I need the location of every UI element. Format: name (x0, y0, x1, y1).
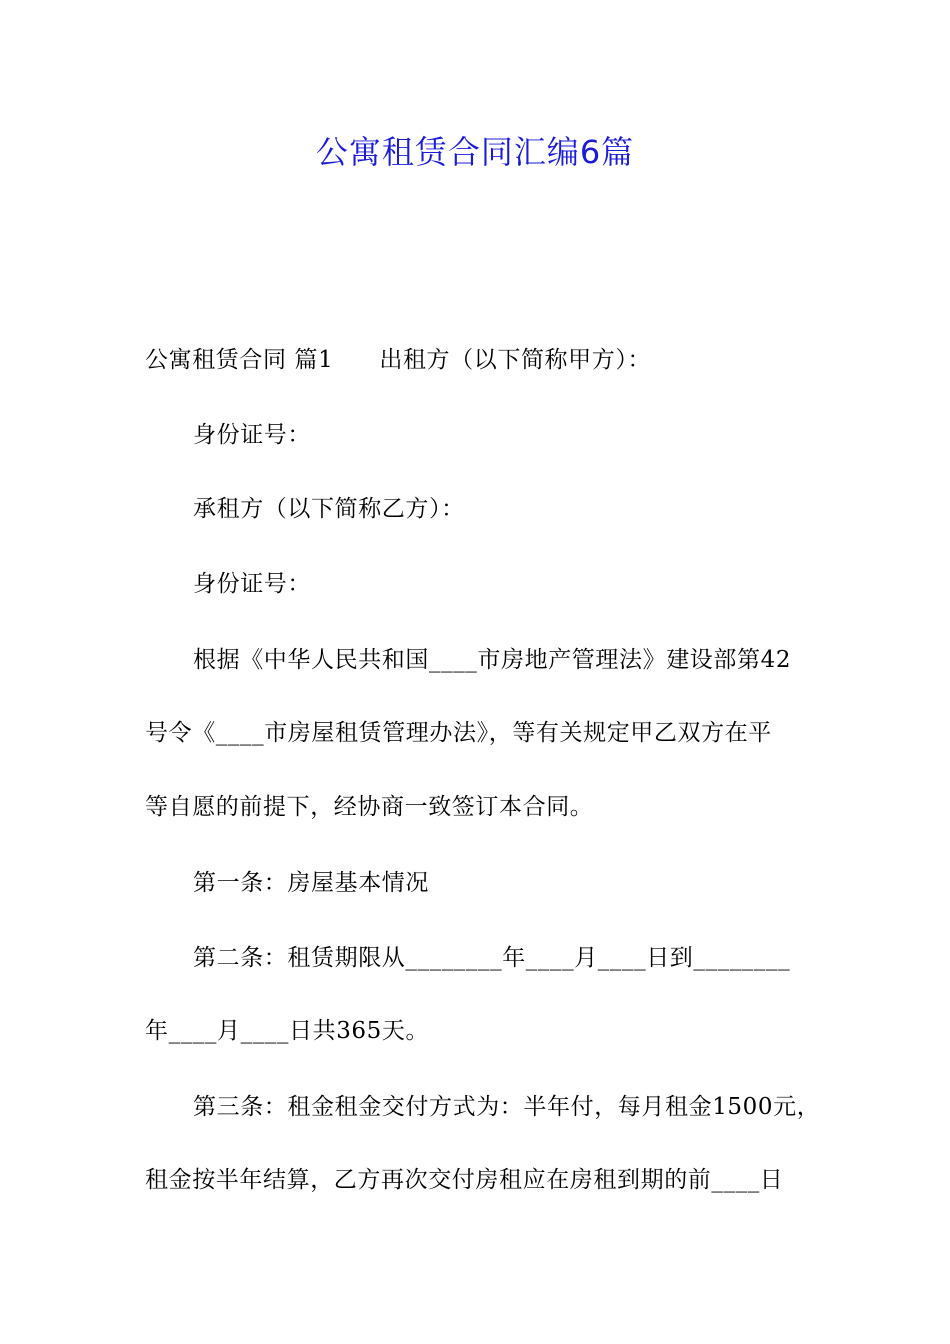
lessee-label: 承租方（以下简称乙方）： (193, 496, 465, 522)
lessee-id-label: 身份证号： (193, 571, 311, 597)
lessor-label: 出租方（以下简称甲方）： (379, 347, 652, 373)
paragraph-line: 根据《中华人民共和国____市房地产管理法》建设部第42 (193, 647, 792, 673)
paragraph-line: 租金按半年结算，乙方再次交付房租应在房租到期的前____日 (145, 1167, 784, 1193)
lessor-id-label: 身份证号： (193, 422, 311, 448)
section-heading: 公寓租赁合同 篇1 (145, 347, 334, 373)
paragraph-line: 等自愿的前提下，经协商一致签订本合同。 (145, 794, 594, 820)
article-1: 第一条：房屋基本情况 (193, 870, 429, 896)
section-heading-line (145, 342, 651, 378)
document-title: 公寓租赁合同汇编6篇 (315, 133, 635, 171)
article-3: 第三条：租金租金交付方式为：半年付，每月租金1500元， (193, 1094, 821, 1120)
article-2: 第二条：租赁期限从________年____月____日到________ (193, 945, 791, 971)
paragraph-line: 号令《____市房屋租赁管理办法》，等有关规定甲乙双方在平 (145, 720, 772, 746)
paragraph-line: 年____月____日共365天。 (145, 1018, 430, 1044)
